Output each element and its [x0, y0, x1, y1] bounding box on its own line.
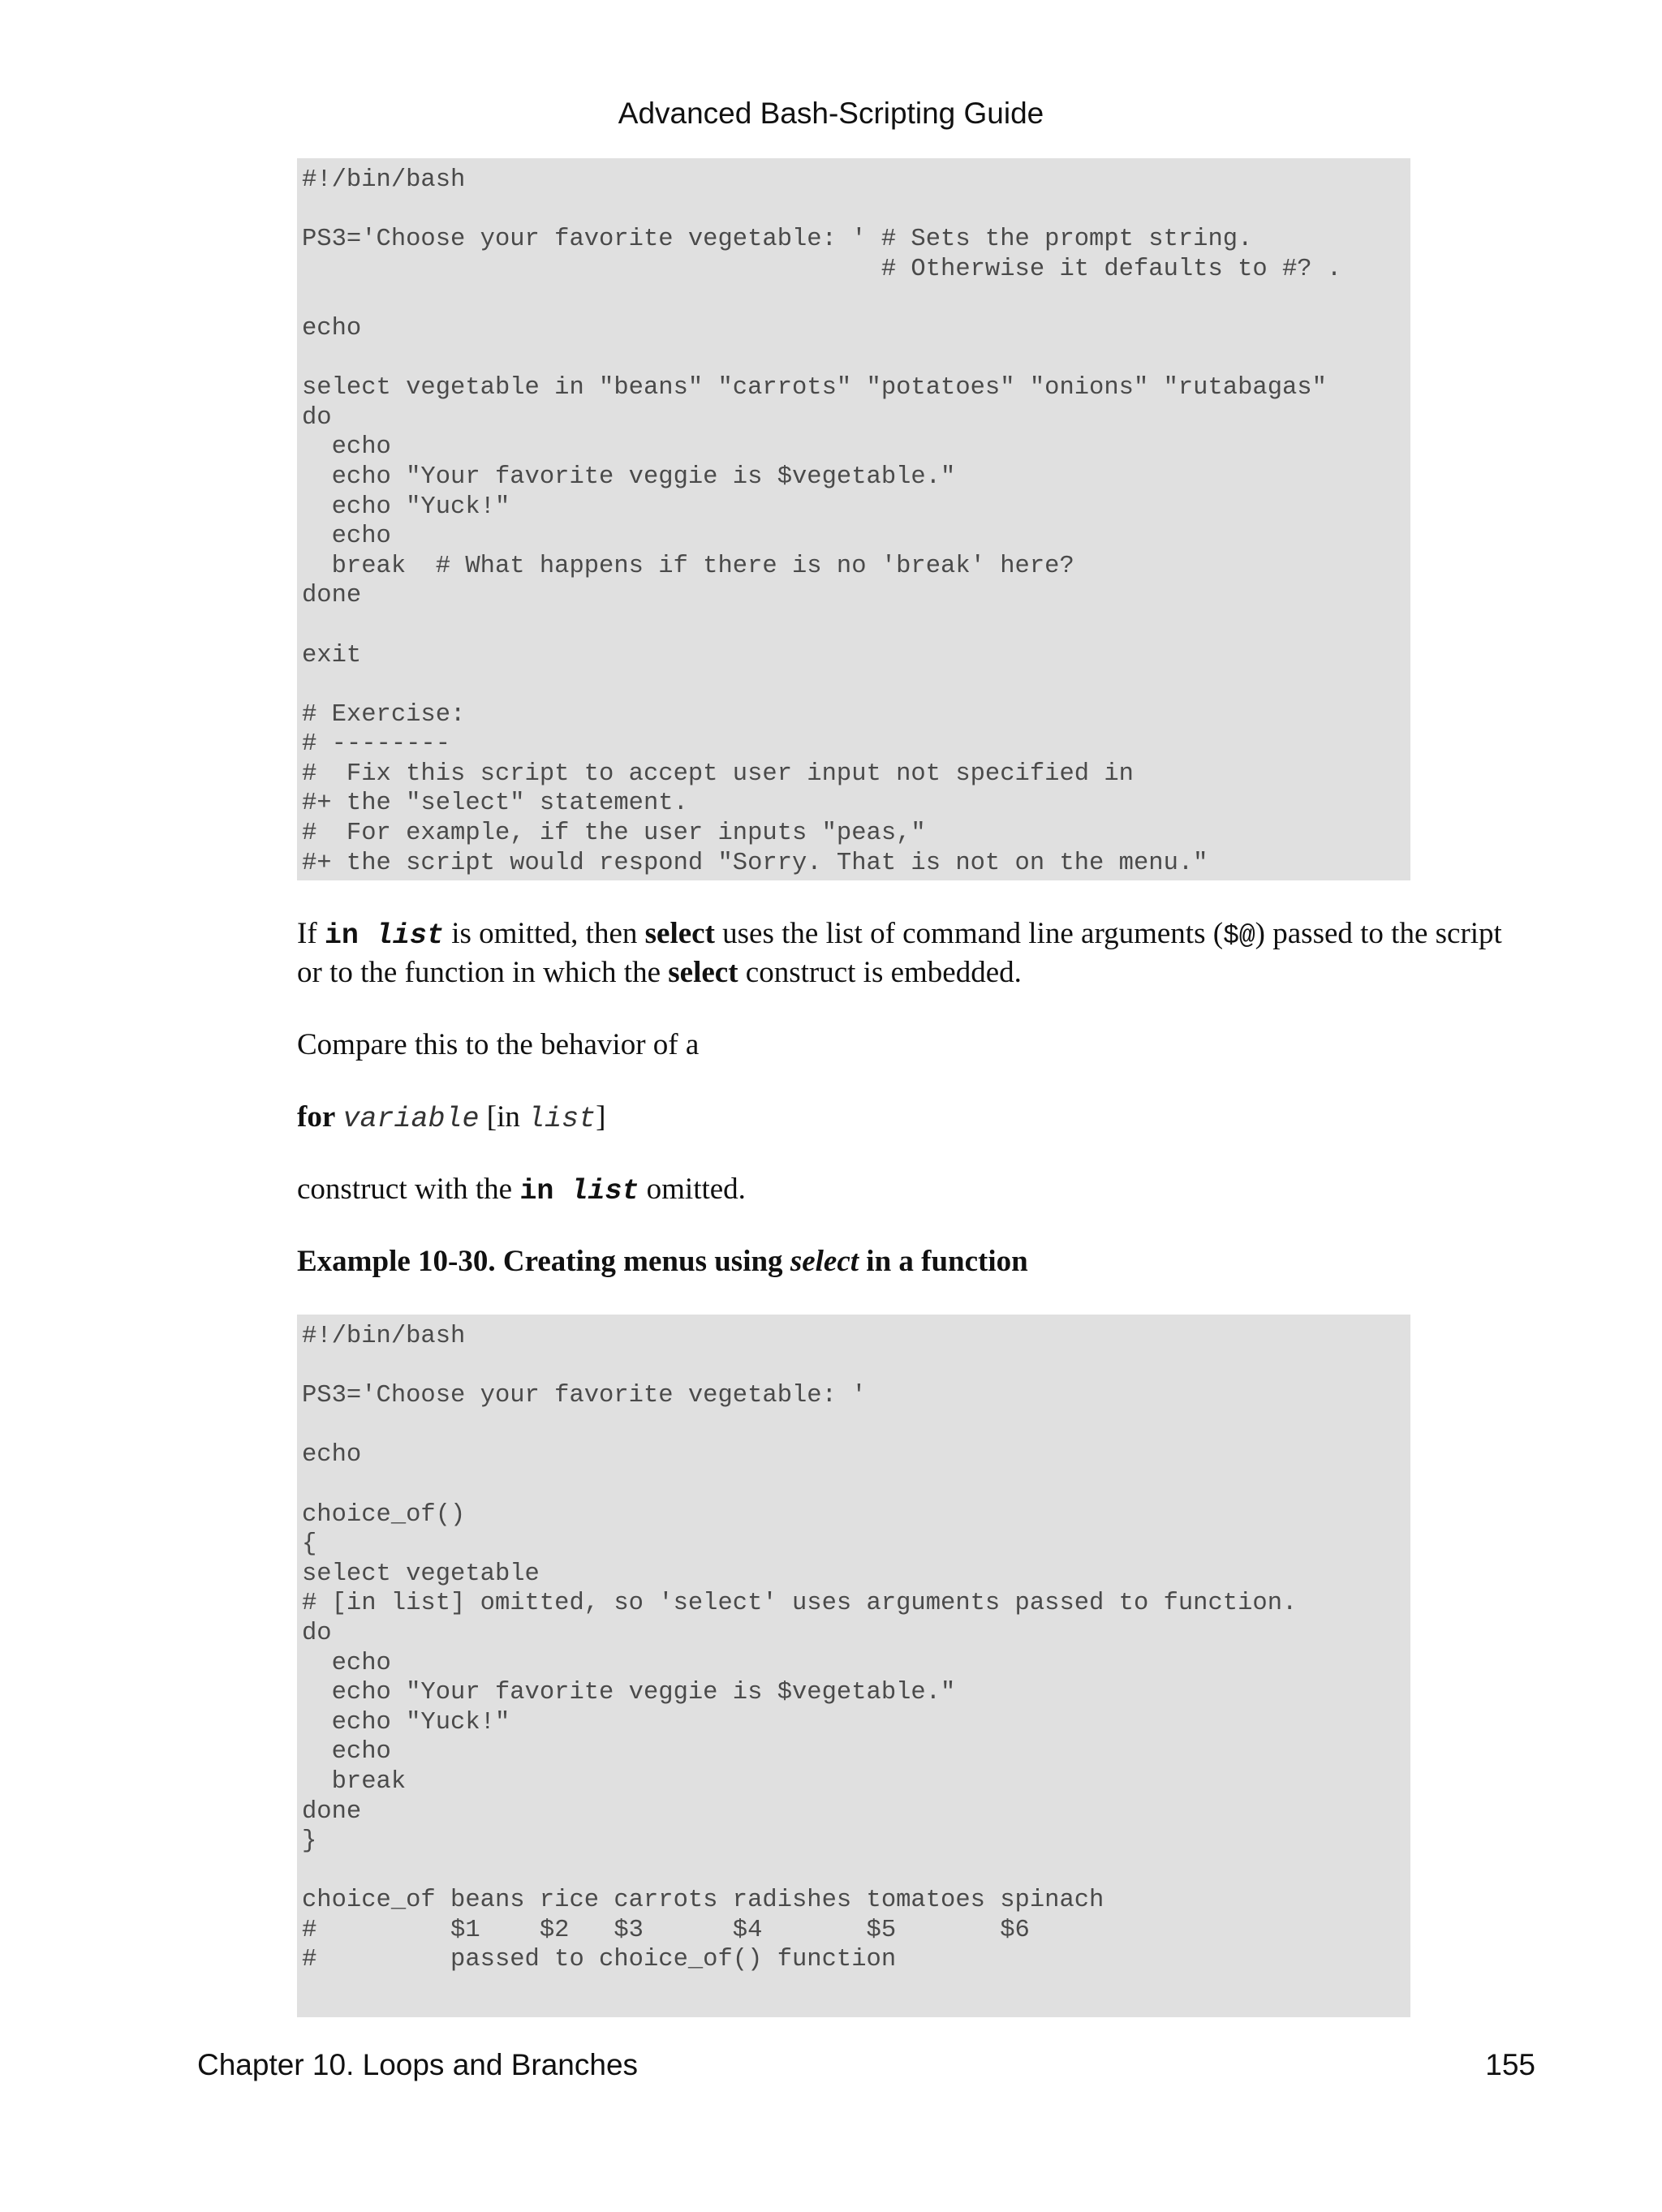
text-run: uses the list of command line arguments ( — [714, 917, 1224, 950]
code-block-select-example: #!/bin/bash PS3='Choose your favorite vegetable: ' # Sets the prompt string. # Otherwise it defaults to #? . echo select vegetable in "beans" "carrots" "potatoes" "onions" "rutabagas" do echo echo "Your favorite veggie is $vegetable." echo "Yuck!" echo break # What happens if there is no 'break' here? done exit # Exercise: # -------- # Fix this script to accept user input not specified in #+ the "select" statement. # For example, if the user inputs "peas," #+ the script would respond "Sorry. That is not on the menu." — [297, 158, 1410, 880]
code-in: in — [519, 1175, 571, 1207]
text-run: If — [297, 917, 325, 950]
code-args: $@ — [1223, 921, 1255, 951]
example-title-emphasis: select — [790, 1245, 859, 1278]
text-run: is omitted, then — [443, 917, 645, 950]
example-title-prefix: Example 10-30. Creating menus using — [297, 1245, 790, 1278]
keyword-select: select — [644, 917, 715, 950]
code-in: in — [324, 919, 376, 952]
paragraph-for-syntax — [297, 1099, 1531, 1138]
page-header-title: Advanced Bash-Scripting Guide — [618, 97, 1044, 130]
example-title — [297, 1243, 1028, 1280]
keyword-select: select — [668, 956, 738, 989]
text-run: ] — [596, 1100, 606, 1134]
paragraph-construct — [297, 1171, 1531, 1210]
text-run: construct with the — [297, 1173, 520, 1206]
text-run: ) passed to the script or to the function in which the — [297, 917, 1502, 989]
code-list: list — [571, 1175, 639, 1207]
footer-page-number: 155 — [1485, 2048, 1535, 2081]
paragraph-in-list-omitted — [297, 915, 1531, 991]
code-block-select-function: #!/bin/bash PS3='Choose your favorite vegetable: ' echo choice_of() { select vegetable # [in list] omitted, so 'select' uses arguments passed to function. do echo echo "Your favorite veggie is $vegetable." echo "Yuck!" echo break done } choice_of beans rice carrots radishes tomatoes spinach # $1 $2 $3 $4 $5 $6 # passed to choice_of() function — [297, 1315, 1410, 2017]
code-list: list — [375, 919, 444, 952]
text-run: construct is embedded. — [738, 956, 1022, 989]
paragraph-compare: Compare this to the behavior of a — [297, 1028, 700, 1061]
example-title-suffix: in a function — [859, 1245, 1028, 1278]
code-variable: variable — [342, 1103, 480, 1135]
footer-chapter-title: Chapter 10. Loops and Branches — [197, 2048, 639, 2081]
keyword-for: for — [297, 1100, 336, 1134]
code-list: list — [527, 1103, 596, 1135]
text-run: [in — [479, 1100, 528, 1134]
text-run: omitted. — [639, 1173, 746, 1206]
